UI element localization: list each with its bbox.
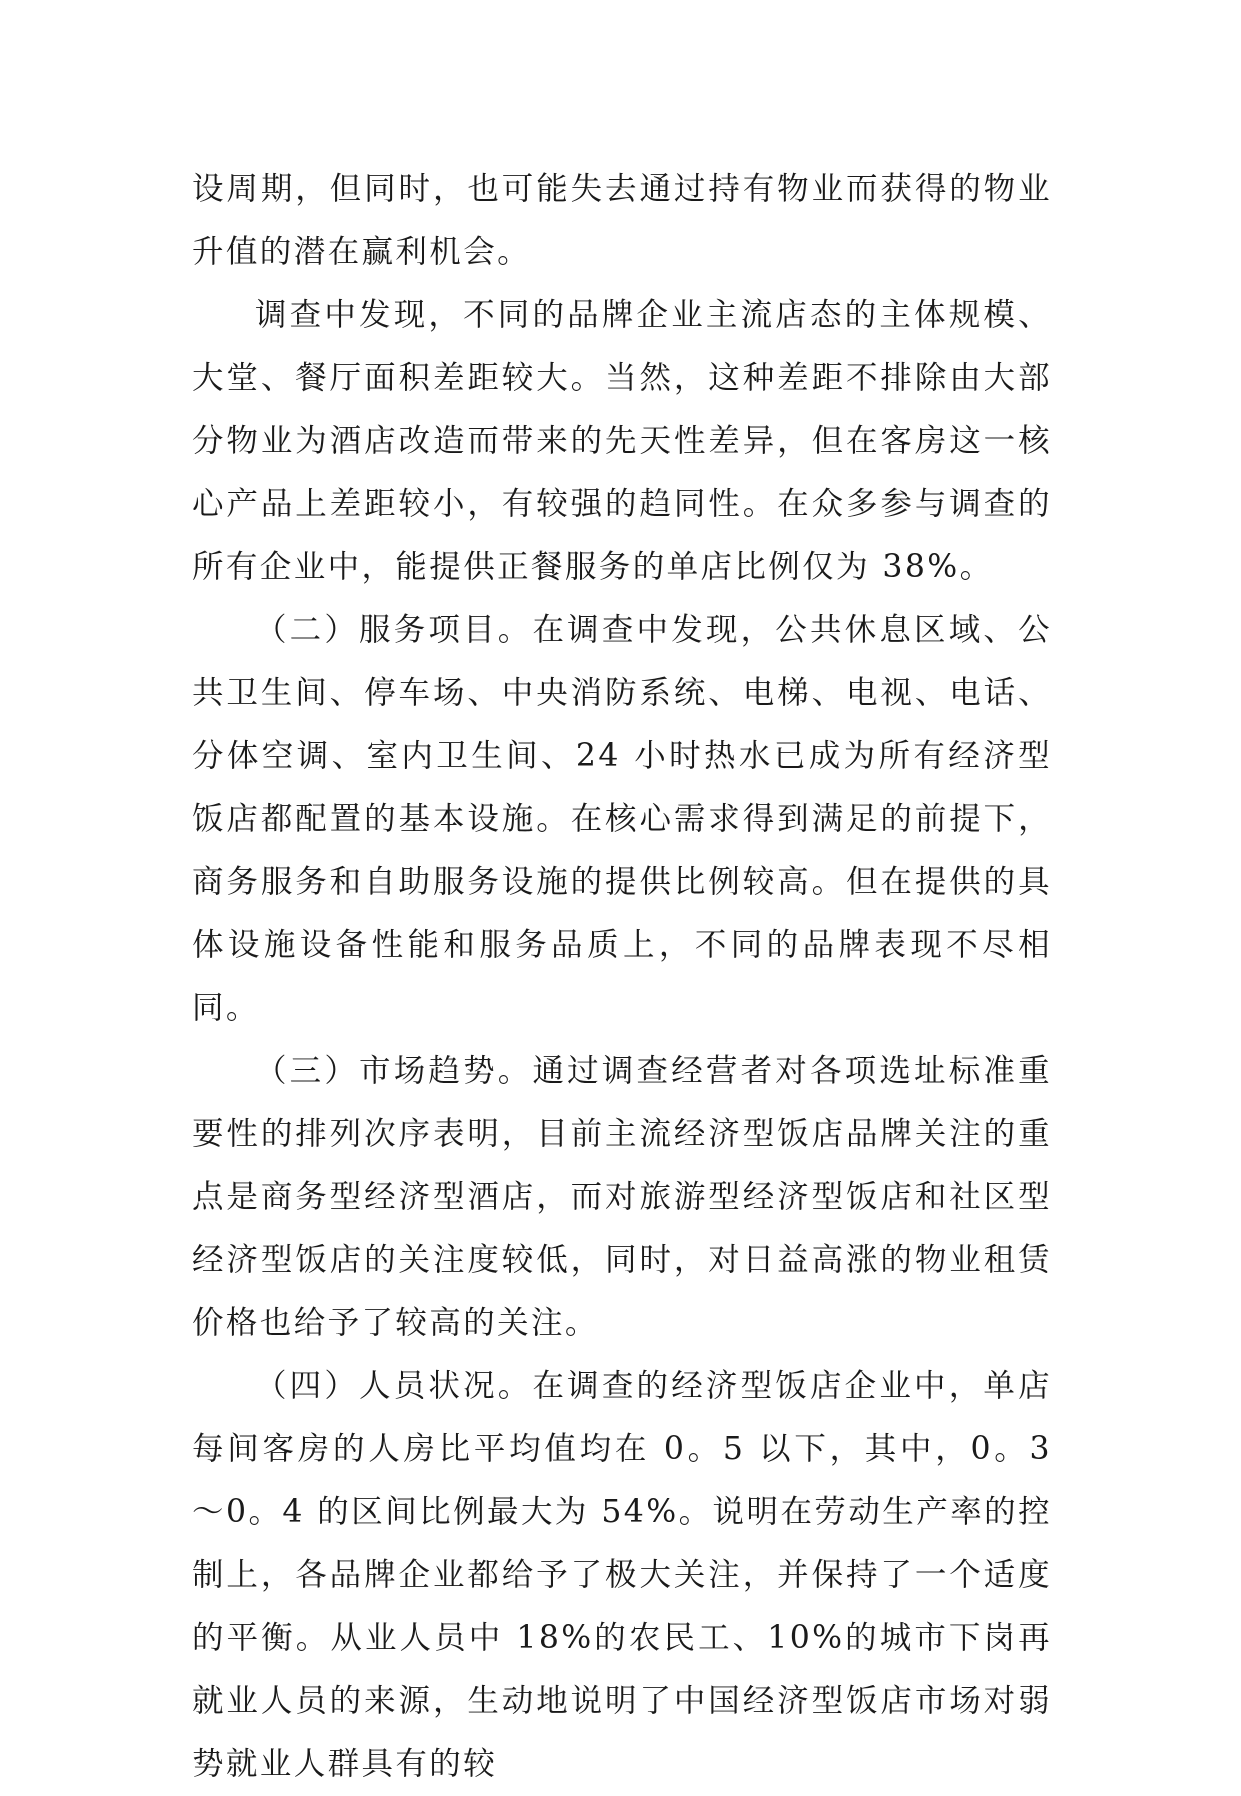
- paragraph-2: 调查中发现，不同的品牌企业主流店态的主体规模、大堂、餐厅面积差距较大。当然，这种差距不排除由大部分物业为酒店改造而带来的先天性差异，但在客房这一核心产品上差距较小，有较强的趋同性。在众多参与调查的所有企业中，能提供正餐服务的单店比例仅为 38%。: [192, 297, 1052, 585]
- paragraph-1: 设周期，但同时，也可能失去通过持有物业而获得的物业升值的潜在赢利机会。: [192, 171, 1052, 270]
- paragraph-5: （四）人员状况。在调查的经济型饭店企业中，单店每间客房的人房比平均值均在 0。5 以下，其中，0。3～0。4 的区间比例最大为 54%。说明在劳动生产率的控制上，各品牌企业都给予了极大关注，并保持了一个适度的平衡。从业人员中 18%的农民工、10%的城市下岗再就业人员的来源，生动地说明了中国经济型饭店市场对弱势就业人群具有的较: [192, 1368, 1052, 1782]
- paragraph-3: （二）服务项目。在调查中发现，公共休息区域、公共卫生间、停车场、中央消防系统、电梯、电视、电话、分体空调、室内卫生间、24 小时热水已成为所有经济型饭店都配置的基本设施。在核心需求得到满足的前提下，商务服务和自助服务设施的提供比例较高。但在提供的具体设施设备性能和服务品质上，不同的品牌表现不尽相同。: [192, 612, 1052, 1026]
- paragraph-4: （三）市场趋势。通过调查经营者对各项选址标准重要性的排列次序表明，目前主流经济型饭店品牌关注的重点是商务型经济型酒店，而对旅游型经济型饭店和社区型经济型饭店的关注度较低，同时，对日益高涨的物业租赁价格也给予了较高的关注。: [192, 1053, 1052, 1341]
- document-body: [192, 158, 1052, 1796]
